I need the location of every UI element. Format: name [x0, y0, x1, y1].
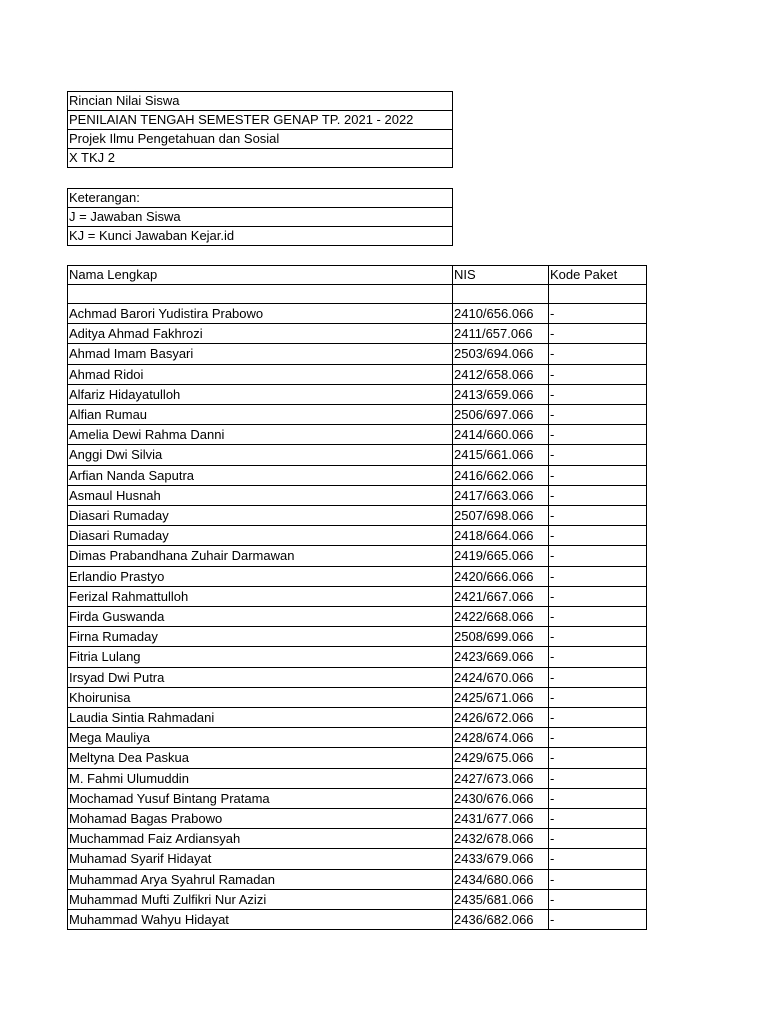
student-nis-cell: 2431/677.066 [453, 809, 549, 829]
table-row [68, 869, 647, 889]
student-name-cell: Mochamad Yusuf Bintang Pratama [68, 788, 453, 808]
student-name-cell: M. Fahmi Ulumuddin [68, 768, 453, 788]
student-nis-cell: 2425/671.066 [453, 687, 549, 707]
table-header-row [68, 266, 647, 285]
student-nis-cell: 2415/661.066 [453, 445, 549, 465]
student-name-cell: Dimas Prabandhana Zuhair Darmawan [68, 546, 453, 566]
student-name-cell: Erlandio Prastyo [68, 566, 453, 586]
table-row [68, 586, 647, 606]
student-kode-paket-cell: - [549, 506, 647, 526]
student-nis-cell: 2507/698.066 [453, 506, 549, 526]
student-nis-cell: 2414/660.066 [453, 425, 549, 445]
student-nis-cell: 2424/670.066 [453, 667, 549, 687]
student-kode-paket-cell: - [549, 344, 647, 364]
student-kode-paket-cell: - [549, 405, 647, 425]
table-row [68, 728, 647, 748]
table-row [68, 566, 647, 586]
student-kode-paket-cell: - [549, 809, 647, 829]
table-row [68, 788, 647, 808]
student-nis-cell: 2412/658.066 [453, 364, 549, 384]
legend-heading: Keterangan: [68, 189, 453, 208]
empty-cell [453, 285, 549, 304]
student-kode-paket-cell: - [549, 869, 647, 889]
table-row [68, 627, 647, 647]
report-title: Rincian Nilai Siswa [68, 92, 453, 111]
student-kode-paket-cell: - [549, 687, 647, 707]
student-nis-cell: 2433/679.066 [453, 849, 549, 869]
legend-kj: KJ = Kunci Jawaban Kejar.id [68, 227, 453, 246]
student-nis-cell: 2436/682.066 [453, 910, 549, 930]
student-nis-cell: 2416/662.066 [453, 465, 549, 485]
student-kode-paket-cell: - [549, 728, 647, 748]
exam-name: PENILAIAN TENGAH SEMESTER GENAP TP. 2021 - 2022 [68, 111, 453, 130]
student-name-cell: Alfariz Hidayatulloh [68, 384, 453, 404]
student-nis-cell: 2417/663.066 [453, 485, 549, 505]
student-name-cell: Meltyna Dea Paskua [68, 748, 453, 768]
student-kode-paket-cell: - [549, 546, 647, 566]
student-kode-paket-cell: - [549, 748, 647, 768]
student-nis-cell: 2427/673.066 [453, 768, 549, 788]
student-kode-paket-cell: - [549, 304, 647, 324]
header-kode-paket: Kode Paket [549, 266, 647, 285]
table-row [68, 304, 647, 324]
student-name-cell: Muhamad Syarif Hidayat [68, 849, 453, 869]
student-name-cell: Aditya Ahmad Fakhrozi [68, 324, 453, 344]
student-name-cell: Arfian Nanda Saputra [68, 465, 453, 485]
table-row [68, 849, 647, 869]
student-nis-cell: 2418/664.066 [453, 526, 549, 546]
student-kode-paket-cell: - [549, 465, 647, 485]
student-nis-cell: 2428/674.066 [453, 728, 549, 748]
student-nis-cell: 2508/699.066 [453, 627, 549, 647]
student-name-cell: Muhammad Wahyu Hidayat [68, 910, 453, 930]
student-kode-paket-cell: - [549, 384, 647, 404]
table-row [68, 485, 647, 505]
student-nis-cell: 2423/669.066 [453, 647, 549, 667]
table-row [68, 687, 647, 707]
table-row [68, 445, 647, 465]
student-rows [68, 304, 647, 930]
student-nis-cell: 2435/681.066 [453, 889, 549, 909]
student-kode-paket-cell: - [549, 526, 647, 546]
student-kode-paket-cell: - [549, 364, 647, 384]
student-name-cell: Amelia Dewi Rahma Danni [68, 425, 453, 445]
student-kode-paket-cell: - [549, 889, 647, 909]
student-nis-cell: 2434/680.066 [453, 869, 549, 889]
table-row [68, 506, 647, 526]
student-name-cell: Achmad Barori Yudistira Prabowo [68, 304, 453, 324]
student-nis-cell: 2419/665.066 [453, 546, 549, 566]
subject-name: Projek Ilmu Pengetahuan dan Sosial [68, 130, 453, 149]
table-row [68, 405, 647, 425]
empty-cell [549, 285, 647, 304]
student-name-cell: Anggi Dwi Silvia [68, 445, 453, 465]
student-kode-paket-cell: - [549, 445, 647, 465]
legend-j: J = Jawaban Siswa [68, 208, 453, 227]
student-nis-cell: 2430/676.066 [453, 788, 549, 808]
student-kode-paket-cell: - [549, 324, 647, 344]
header-nis: NIS [453, 266, 549, 285]
student-name-cell: Diasari Rumaday [68, 526, 453, 546]
table-row [68, 889, 647, 909]
student-kode-paket-cell: - [549, 768, 647, 788]
student-name-cell: Ahmad Imam Basyari [68, 344, 453, 364]
table-row [68, 829, 647, 849]
student-kode-paket-cell: - [549, 667, 647, 687]
table-row [68, 809, 647, 829]
student-nis-cell: 2422/668.066 [453, 607, 549, 627]
student-name-cell: Khoirunisa [68, 687, 453, 707]
student-nis-cell: 2410/656.066 [453, 304, 549, 324]
header-nama-lengkap: Nama Lengkap [68, 266, 453, 285]
student-kode-paket-cell: - [549, 829, 647, 849]
student-nis-cell: 2503/694.066 [453, 344, 549, 364]
student-kode-paket-cell: - [549, 607, 647, 627]
student-nis-cell: 2411/657.066 [453, 324, 549, 344]
student-name-cell: Fitria Lulang [68, 647, 453, 667]
table-empty-row [68, 285, 647, 304]
student-kode-paket-cell: - [549, 425, 647, 445]
student-name-cell: Laudia Sintia Rahmadani [68, 708, 453, 728]
student-name-cell: Ahmad Ridoi [68, 364, 453, 384]
student-name-cell: Muhammad Arya Syahrul Ramadan [68, 869, 453, 889]
table-row [68, 364, 647, 384]
legend-block [67, 188, 453, 246]
table-row [68, 465, 647, 485]
table-row [68, 425, 647, 445]
table-row [68, 324, 647, 344]
student-kode-paket-cell: - [549, 910, 647, 930]
student-kode-paket-cell: - [549, 485, 647, 505]
student-name-cell: Firda Guswanda [68, 607, 453, 627]
student-name-cell: Asmaul Husnah [68, 485, 453, 505]
student-nis-cell: 2426/672.066 [453, 708, 549, 728]
table-row [68, 708, 647, 728]
student-name-cell: Firna Rumaday [68, 627, 453, 647]
student-kode-paket-cell: - [549, 627, 647, 647]
table-row [68, 546, 647, 566]
student-kode-paket-cell: - [549, 708, 647, 728]
student-nis-cell: 2420/666.066 [453, 566, 549, 586]
table-row [68, 384, 647, 404]
table-row [68, 607, 647, 627]
class-name: X TKJ 2 [68, 149, 453, 168]
student-name-cell: Diasari Rumaday [68, 506, 453, 526]
student-name-cell: Mega Mauliya [68, 728, 453, 748]
student-nis-cell: 2506/697.066 [453, 405, 549, 425]
student-kode-paket-cell: - [549, 647, 647, 667]
empty-cell [68, 285, 453, 304]
student-name-cell: Alfian Rumau [68, 405, 453, 425]
student-nis-cell: 2421/667.066 [453, 586, 549, 606]
student-kode-paket-cell: - [549, 788, 647, 808]
table-row [68, 667, 647, 687]
students-table [67, 265, 647, 930]
table-row [68, 647, 647, 667]
student-name-cell: Irsyad Dwi Putra [68, 667, 453, 687]
student-nis-cell: 2432/678.066 [453, 829, 549, 849]
student-name-cell: Ferizal Rahmattulloh [68, 586, 453, 606]
student-name-cell: Muhammad Mufti Zulfikri Nur Azizi [68, 889, 453, 909]
student-nis-cell: 2429/675.066 [453, 748, 549, 768]
student-nis-cell: 2413/659.066 [453, 384, 549, 404]
table-row [68, 344, 647, 364]
table-row [68, 748, 647, 768]
table-row [68, 526, 647, 546]
student-kode-paket-cell: - [549, 586, 647, 606]
student-kode-paket-cell: - [549, 566, 647, 586]
table-row [68, 768, 647, 788]
table-row [68, 910, 647, 930]
student-kode-paket-cell: - [549, 849, 647, 869]
student-name-cell: Mohamad Bagas Prabowo [68, 809, 453, 829]
info-block [67, 91, 453, 168]
student-name-cell: Muchammad Faiz Ardiansyah [68, 829, 453, 849]
